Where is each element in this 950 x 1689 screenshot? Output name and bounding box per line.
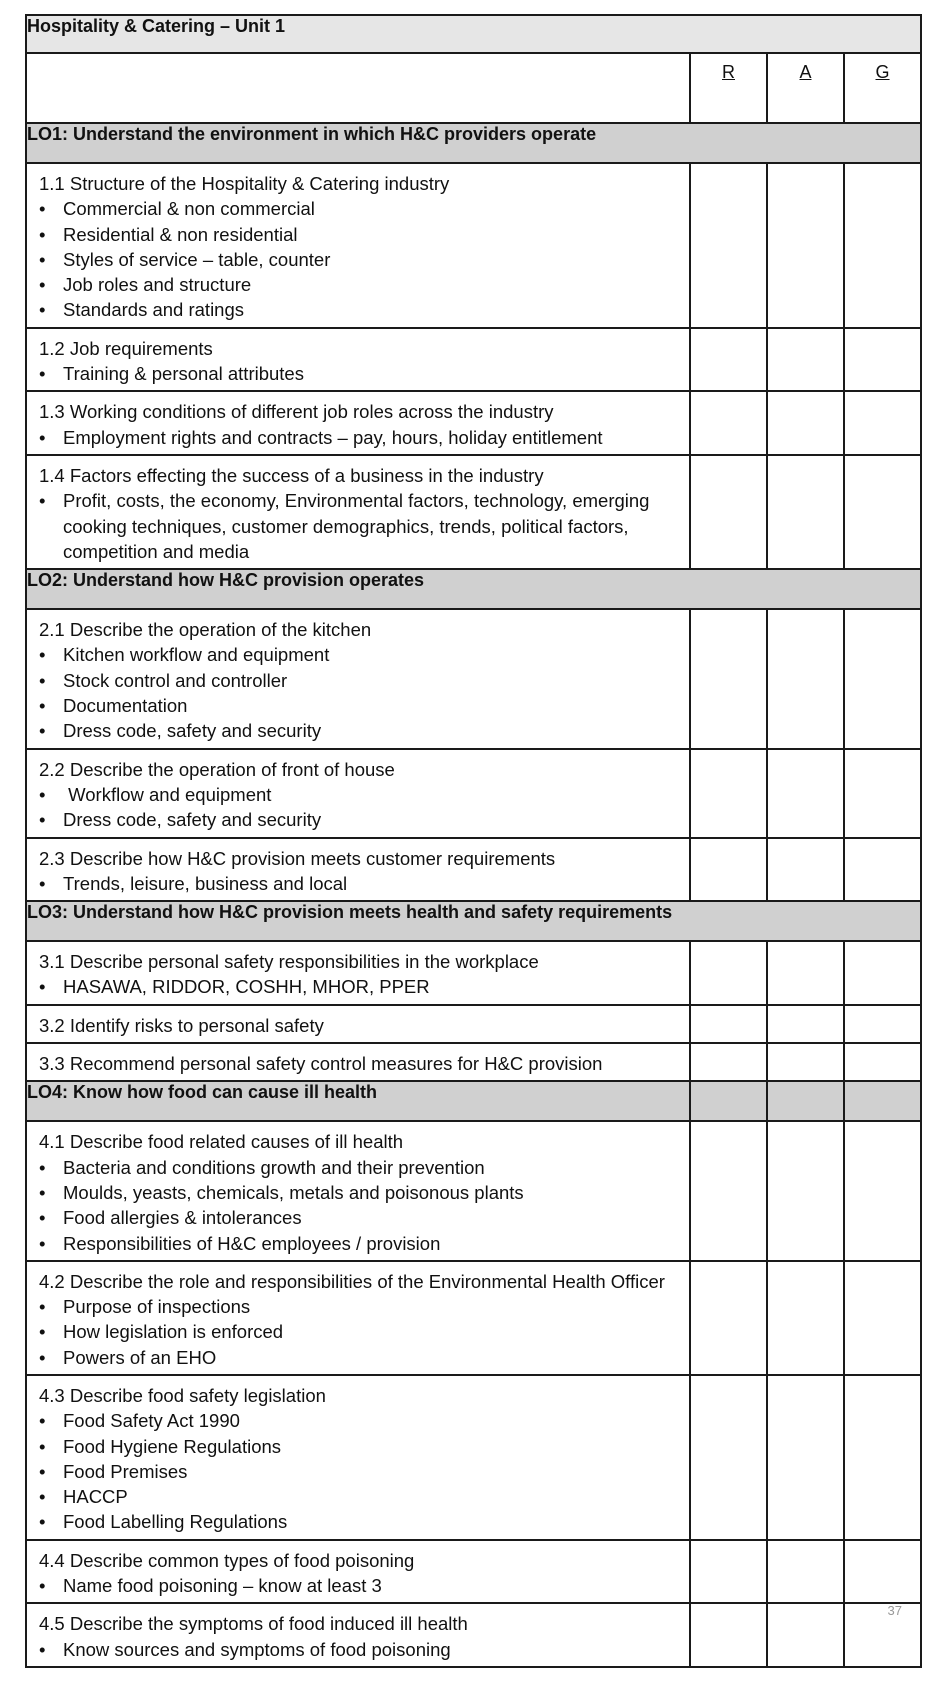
criterion-description (26, 328, 690, 392)
rag-cell-a[interactable] (767, 609, 844, 748)
criterion-bullet-list (39, 642, 679, 743)
criterion-description (26, 163, 690, 328)
rag-checklist-table (25, 14, 922, 1668)
rag-cell-a[interactable] (767, 1603, 844, 1667)
rag-header-r: R (690, 53, 767, 123)
criterion-row (26, 1261, 921, 1375)
criterion-bullet (39, 1573, 679, 1598)
bullet-text: HASAWA, RIDDOR, COSHH, MHOR, PPER (63, 976, 430, 998)
rag-cell-a[interactable] (767, 1121, 844, 1260)
criterion-bullet-list (39, 1408, 679, 1534)
criterion-bullet (39, 1434, 679, 1459)
criterion-row (26, 455, 921, 569)
criterion-bullet-list (39, 361, 679, 386)
criterion-bullet (39, 361, 679, 386)
page-number: 37 (887, 1603, 902, 1618)
criterion-title: 1.1 Structure of the Hospitality & Catering industry (39, 173, 450, 194)
bullet-icon: • (39, 1207, 46, 1229)
criterion-row (26, 1603, 921, 1667)
criterion-bullet (39, 1408, 679, 1433)
criterion-description (26, 1375, 690, 1540)
criterion-row (26, 941, 921, 1005)
rag-cell-g[interactable] (844, 1043, 921, 1081)
bullet-text: Dress code, safety and security (63, 720, 322, 742)
criterion-description (26, 838, 690, 902)
rag-cell-g[interactable] (844, 391, 921, 455)
bullet-text: Food Hygiene Regulations (63, 1435, 282, 1457)
rag-cell-g[interactable] (844, 1603, 921, 1667)
bullet-icon: • (39, 1156, 46, 1178)
table-title: Hospitality & Catering – Unit 1 (26, 15, 921, 53)
bullet-icon: • (39, 299, 46, 321)
bullet-text: Workflow and equipment (63, 783, 272, 805)
criterion-bullet (39, 693, 679, 718)
criterion-bullet (39, 297, 679, 322)
criterion-bullet (39, 668, 679, 693)
criterion-title: 3.2 Identify risks to personal safety (39, 1014, 324, 1036)
bullet-text: Employment rights and contracts – pay, hours, holiday entitlement (63, 426, 603, 448)
lo-heading-row (26, 569, 921, 609)
rag-cell-g[interactable] (844, 838, 921, 902)
criterion-bullet-list (39, 425, 679, 450)
bullet-text: Food Premises (63, 1460, 188, 1482)
rag-cell-r[interactable] (690, 1603, 767, 1667)
bullet-icon: • (39, 1410, 46, 1432)
criterion-bullet (39, 1205, 679, 1230)
criterion-bullet-list (39, 1155, 679, 1256)
lo-rag-cell-g[interactable] (844, 1081, 921, 1121)
bullet-icon: • (39, 1232, 46, 1254)
criterion-row (26, 1121, 921, 1260)
criterion-bullet (39, 1345, 679, 1370)
rag-cell-r[interactable] (690, 1261, 767, 1375)
rag-header-g: G (844, 53, 921, 123)
bullet-icon: • (39, 426, 46, 448)
criterion-bullet-list (39, 1637, 679, 1662)
rag-cell-r[interactable] (690, 1121, 767, 1260)
bullet-icon: • (39, 198, 46, 220)
rag-cell-r[interactable] (690, 455, 767, 569)
rag-cell-g[interactable] (844, 1540, 921, 1604)
lo-heading-row (26, 1081, 921, 1121)
rag-cell-a[interactable] (767, 941, 844, 1005)
blank-header-cell (26, 53, 690, 123)
rag-cell-a[interactable] (767, 1261, 844, 1375)
criterion-title: 4.3 Describe food safety legislation (39, 1384, 326, 1406)
bullet-text: Food Safety Act 1990 (63, 1410, 240, 1432)
rag-cell-r[interactable] (690, 1005, 767, 1043)
criterion-bullet (39, 222, 679, 247)
bullet-text: HACCP (63, 1486, 128, 1508)
lo-heading-row (26, 901, 921, 941)
rag-cell-a[interactable] (767, 391, 844, 455)
rag-cell-g[interactable] (844, 1005, 921, 1043)
bullet-text: Moulds, yeasts, chemicals, metals and poisonous plants (63, 1181, 524, 1203)
rag-cell-r[interactable] (690, 838, 767, 902)
criterion-bullet (39, 718, 679, 743)
rag-cell-a[interactable] (767, 1540, 844, 1604)
bullet-icon: • (39, 248, 46, 270)
criterion-row (26, 1005, 921, 1043)
rag-cell-a[interactable] (767, 1005, 844, 1043)
criterion-title: 1.4 Factors effecting the success of a business in the industry (39, 464, 544, 486)
bullet-text: Name food poisoning – know at least 3 (63, 1575, 382, 1597)
criterion-title: 3.3 Recommend personal safety control measures for H&C provision (39, 1053, 603, 1075)
bullet-icon: • (39, 1511, 46, 1533)
bullet-text: Dress code, safety and security (63, 809, 322, 831)
criterion-row (26, 328, 921, 392)
bullet-icon: • (39, 1435, 46, 1457)
criterion-row (26, 749, 921, 838)
rag-cell-a[interactable] (767, 749, 844, 838)
criterion-bullet-list (39, 196, 679, 322)
criterion-bullet (39, 272, 679, 297)
rag-cell-r[interactable] (690, 1540, 767, 1604)
criterion-title: 1.3 Working conditions of different job roles across the industry (39, 401, 554, 423)
rag-cell-g[interactable] (844, 1261, 921, 1375)
bullet-icon: • (39, 490, 46, 512)
lo-heading: LO1: Understand the environment in which H&C providers operate (26, 123, 921, 163)
bullet-icon: • (39, 1296, 46, 1318)
bullet-text: Kitchen workflow and equipment (63, 644, 330, 666)
bullet-icon: • (39, 695, 46, 717)
rag-header-a: A (767, 53, 844, 123)
rag-cell-r[interactable] (690, 1043, 767, 1081)
criterion-row (26, 1043, 921, 1081)
rag-cell-r[interactable] (690, 391, 767, 455)
rag-cell-a[interactable] (767, 163, 844, 328)
criterion-bullet (39, 1509, 679, 1534)
bullet-text: Food Labelling Regulations (63, 1511, 288, 1533)
criterion-title: 4.4 Describe common types of food poisoning (39, 1549, 415, 1571)
bullet-text: Stock control and controller (63, 669, 288, 691)
criterion-description (26, 1005, 690, 1043)
bullet-text: How legislation is enforced (63, 1321, 284, 1343)
rag-header-row (26, 53, 921, 123)
criterion-bullet (39, 807, 679, 832)
rag-cell-g[interactable] (844, 609, 921, 748)
criterion-title: 2.3 Describe how H&C provision meets customer requirements (39, 847, 556, 869)
criterion-bullet-list (39, 974, 679, 999)
criterion-bullet-list (39, 1294, 679, 1370)
lo-rag-cell-r[interactable] (690, 1081, 767, 1121)
criterion-bullet-list (39, 1573, 679, 1598)
criterion-bullet-list (39, 488, 679, 564)
bullet-icon: • (39, 1321, 46, 1343)
criterion-title: 2.2 Describe the operation of front of house (39, 758, 395, 780)
bullet-text: Food allergies & intolerances (63, 1207, 302, 1229)
criterion-row (26, 1375, 921, 1540)
bullet-text: Commercial & non commercial (63, 198, 315, 220)
criterion-bullet (39, 1294, 679, 1319)
rag-cell-a[interactable] (767, 838, 844, 902)
bullet-text: Bacteria and conditions growth and their prevention (63, 1156, 485, 1178)
rag-cell-r[interactable] (690, 328, 767, 392)
rag-cell-r[interactable] (690, 163, 767, 328)
bullet-icon: • (39, 223, 46, 245)
criterion-description (26, 391, 690, 455)
criterion-description (26, 1121, 690, 1260)
criterion-row (26, 1540, 921, 1604)
rag-cell-a[interactable] (767, 1043, 844, 1081)
criterion-bullet (39, 1459, 679, 1484)
bullet-icon: • (39, 872, 46, 894)
bullet-icon: • (39, 274, 46, 296)
criterion-description (26, 1043, 690, 1081)
criterion-bullet (39, 782, 679, 807)
criterion-description (26, 609, 690, 748)
lo-rag-cell-a[interactable] (767, 1081, 844, 1121)
rag-cell-r[interactable] (690, 749, 767, 838)
criterion-row (26, 391, 921, 455)
criterion-bullet (39, 425, 679, 450)
bullet-icon: • (39, 1486, 46, 1508)
rag-cell-g[interactable] (844, 328, 921, 392)
bullet-text: Profit, costs, the economy, Environmental factors, technology, emerging cooking techniques, customer demographics, trends, political factors, competition and media (63, 490, 655, 562)
criterion-description (26, 941, 690, 1005)
bullet-text: Know sources and symptoms of food poisoning (63, 1638, 451, 1660)
lo-heading: LO4: Know how food can cause ill health (26, 1081, 690, 1121)
criterion-row (26, 838, 921, 902)
rag-cell-a[interactable] (767, 455, 844, 569)
criterion-title: 4.1 Describe food related causes of ill health (39, 1131, 404, 1153)
criterion-bullet-list (39, 782, 679, 833)
criterion-description (26, 455, 690, 569)
rag-cell-g[interactable] (844, 1121, 921, 1260)
lo-heading: LO2: Understand how H&C provision operates (26, 569, 921, 609)
bullet-icon: • (39, 669, 46, 691)
criterion-title: 4.2 Describe the role and responsibilities of the Environmental Health Officer (39, 1270, 665, 1292)
bullet-icon: • (39, 976, 46, 998)
bullet-icon: • (39, 1181, 46, 1203)
rag-cell-a[interactable] (767, 1375, 844, 1540)
lo-heading-row (26, 123, 921, 163)
rag-cell-g[interactable] (844, 163, 921, 328)
bullet-text: Standards and ratings (63, 299, 245, 321)
rag-cell-g[interactable] (844, 1375, 921, 1540)
bullet-icon: • (39, 809, 46, 831)
bullet-icon: • (39, 1575, 46, 1597)
bullet-text: Styles of service – table, counter (63, 248, 331, 270)
bullet-icon: • (39, 1460, 46, 1482)
bullet-icon: • (39, 644, 46, 666)
table-title-row (26, 15, 921, 53)
bullet-icon: • (39, 783, 46, 805)
criterion-description (26, 1603, 690, 1667)
bullet-icon: • (39, 720, 46, 742)
bullet-text: Purpose of inspections (63, 1296, 251, 1318)
criterion-bullet (39, 642, 679, 667)
criterion-bullet (39, 974, 679, 999)
criterion-bullet (39, 196, 679, 221)
bullet-icon: • (39, 363, 46, 385)
criterion-description (26, 1261, 690, 1375)
criterion-bullet (39, 1319, 679, 1344)
rag-cell-r[interactable] (690, 609, 767, 748)
criterion-bullet (39, 1155, 679, 1180)
criterion-title: 1.2 Job requirements (39, 337, 213, 359)
criterion-title: 4.5 Describe the symptoms of food induced ill health (39, 1613, 468, 1635)
bullet-text: Trends, leisure, business and local (63, 872, 348, 894)
criterion-description (26, 749, 690, 838)
bullet-text: Documentation (63, 695, 188, 717)
bullet-text: Residential & non residential (63, 223, 298, 245)
criterion-description (26, 1540, 690, 1604)
criterion-bullet (39, 1484, 679, 1509)
criterion-bullet (39, 1637, 679, 1662)
criterion-bullet-list (39, 871, 679, 896)
criterion-bullet (39, 488, 679, 564)
criterion-bullet (39, 1231, 679, 1256)
rag-cell-a[interactable] (767, 328, 844, 392)
criterion-bullet (39, 247, 679, 272)
rag-cell-g[interactable] (844, 941, 921, 1005)
criterion-row (26, 609, 921, 748)
bullet-text: Powers of an EHO (63, 1346, 217, 1368)
bullet-text: Job roles and structure (63, 274, 252, 296)
criterion-bullet (39, 1180, 679, 1205)
rag-cell-r[interactable] (690, 941, 767, 1005)
bullet-icon: • (39, 1346, 46, 1368)
criterion-row (26, 163, 921, 328)
rag-cell-r[interactable] (690, 1375, 767, 1540)
rag-cell-g[interactable] (844, 455, 921, 569)
rag-cell-g[interactable] (844, 749, 921, 838)
bullet-text: Responsibilities of H&C employees / provision (63, 1232, 441, 1254)
criterion-title: 3.1 Describe personal safety responsibilities in the workplace (39, 951, 539, 973)
criterion-bullet (39, 871, 679, 896)
bullet-text: Training & personal attributes (63, 363, 304, 385)
lo-heading: LO3: Understand how H&C provision meets health and safety requirements (26, 901, 921, 941)
bullet-icon: • (39, 1638, 46, 1660)
criterion-title: 2.1 Describe the operation of the kitchen (39, 619, 372, 641)
